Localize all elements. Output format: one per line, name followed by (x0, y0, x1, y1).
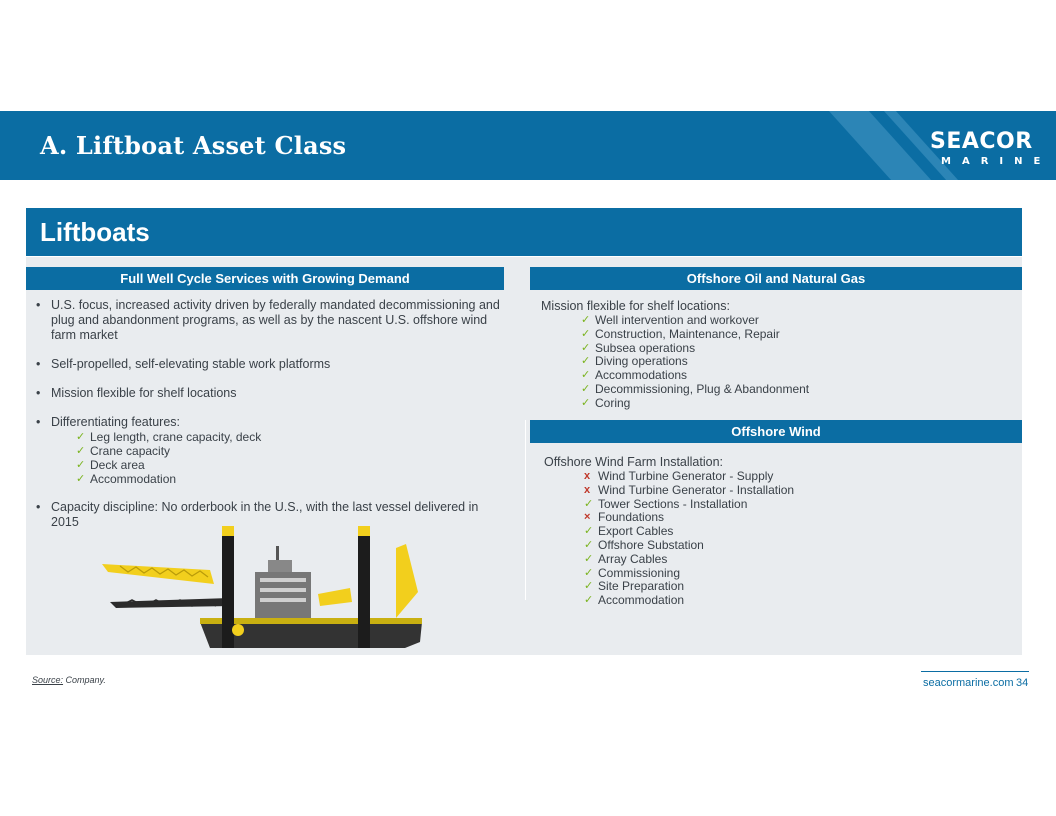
oil-gas-item (581, 355, 1011, 369)
window-row (260, 578, 306, 582)
wind-item (584, 539, 1014, 553)
left-column (36, 298, 506, 544)
feature-text: Leg length, crane capacity, deck (90, 430, 262, 444)
bullet-dot: • (36, 500, 41, 514)
feature-text: Accommodation (90, 472, 177, 486)
check-icon: ✓ (584, 497, 594, 510)
leg-fwd (358, 526, 370, 648)
footer-rule (921, 671, 1029, 672)
check-icon: ✓ (76, 431, 86, 443)
bullet-dot: • (36, 298, 41, 312)
wind-item-text: Tower Sections - Installation (598, 496, 748, 511)
x-mark-icon: x (584, 470, 591, 482)
check-icon: ✓ (581, 369, 591, 382)
logo-subtitle: MARINE (941, 156, 1052, 167)
crane-boom (102, 564, 214, 584)
crane-pedestal (232, 624, 244, 636)
left-column-header: Full Well Cycle Services with Growing Demand (26, 267, 504, 290)
oil-gas-item-text: Subsea operations (595, 340, 696, 355)
feature-item (76, 458, 506, 472)
oil-gas-item (581, 328, 1011, 342)
oil-gas-item (581, 314, 1011, 328)
wind-block (544, 455, 1014, 608)
oil-gas-item-text: Coring (595, 395, 631, 410)
wind-item-text: Wind Turbine Generator - Installation (598, 482, 795, 497)
aux-crane (318, 588, 352, 606)
check-icon: ✓ (76, 459, 86, 471)
oil-gas-item-text: Diving operations (595, 354, 688, 369)
check-icon: ✓ (584, 594, 594, 607)
feature-text: Deck area (90, 458, 145, 472)
wind-item (584, 484, 1014, 498)
bullet-dot: • (36, 415, 41, 429)
bridge (268, 560, 292, 572)
wind-header: Offshore Wind (530, 420, 1022, 443)
feature-item (76, 444, 506, 458)
wind-item (584, 498, 1014, 512)
slide-title: A. Liftboat Asset Class (40, 131, 347, 160)
bullet-item (36, 298, 506, 343)
feature-text: Crane capacity (90, 444, 171, 458)
liftboat-vessel-image (100, 522, 430, 652)
check-icon: ✓ (584, 580, 594, 593)
check-icon: ✓ (76, 445, 86, 457)
check-icon: ✓ (76, 473, 86, 485)
wind-item (584, 470, 1014, 484)
check-icon: ✓ (581, 396, 591, 409)
check-icon: ✓ (581, 355, 591, 368)
section-title: Liftboats (40, 217, 150, 247)
wind-item (584, 511, 1014, 525)
page-number: 34 (1016, 677, 1029, 689)
oil-gas-block (541, 299, 1011, 411)
title-bar (0, 111, 1056, 180)
bullet-text: Differentiating features: (51, 415, 181, 429)
oil-gas-item (581, 369, 1011, 383)
wind-item (584, 553, 1014, 567)
check-icon: ✓ (584, 525, 594, 538)
oil-gas-item-text: Accommodations (595, 368, 688, 383)
check-icon: ✓ (584, 566, 594, 579)
window-row (260, 598, 306, 602)
feature-item (76, 472, 506, 486)
bullet-dot: • (36, 386, 41, 400)
oil-gas-item-text: Decommissioning, Plug & Abandonment (595, 381, 810, 396)
bullet-text: U.S. focus, increased activity driven by federally mandated decommissioning and plug and abandonment programs, as well as by the nascent U.S. offshore wind farm market (51, 298, 500, 342)
section-bar (26, 208, 1022, 256)
bullet-item (36, 415, 506, 430)
wind-item (584, 567, 1014, 581)
wind-item-text: Wind Turbine Generator - Supply (598, 469, 774, 483)
bullet-text: Self-propelled, self-elevating stable work platforms (51, 357, 331, 371)
wind-item-text: Export Cables (598, 524, 674, 539)
window-row (260, 588, 306, 592)
wind-item (584, 580, 1014, 594)
check-icon: ✓ (581, 327, 591, 340)
source-text: Company. (63, 675, 106, 685)
leg-aft-cap (222, 526, 234, 536)
logo-wordmark: SEACOR (930, 129, 1033, 154)
oil-gas-item-text: Well intervention and workover (595, 313, 759, 327)
oil-gas-item (581, 397, 1011, 411)
wind-item-text: Foundations (598, 510, 665, 525)
footer-website-link[interactable]: seacormarine.com (923, 677, 1014, 689)
cantilever-structure (110, 598, 232, 608)
source-label: Source: (32, 675, 64, 685)
bullet-text: Mission flexible for shelf locations (51, 386, 237, 400)
check-icon: ✓ (584, 552, 594, 565)
leg-fwd-cap (358, 526, 370, 536)
bullet-dot: • (36, 357, 41, 371)
wind-item-text: Site Preparation (598, 579, 685, 594)
wind-lead: Offshore Wind Farm Installation: (544, 455, 724, 469)
wind-item (584, 525, 1014, 539)
bullet-text: Capacity discipline: No orderbook in the U.S., with the last vessel delivered in 2015 (51, 500, 479, 529)
oil-gas-lead: Mission flexible for shelf locations: (541, 299, 730, 313)
source-note (32, 675, 106, 685)
wind-item-text: Commissioning (598, 565, 681, 580)
wind-item-text: Offshore Substation (598, 537, 704, 552)
x-mark-icon: × (584, 511, 591, 524)
feature-item (76, 430, 506, 444)
oil-gas-item-text: Construction, Maintenance, Repair (595, 326, 780, 341)
bullet-item (36, 357, 506, 372)
column-divider (525, 420, 526, 600)
bow-crane (396, 544, 418, 618)
check-icon: ✓ (581, 314, 591, 326)
oil-gas-item (581, 342, 1011, 356)
check-icon: ✓ (584, 538, 594, 551)
oil-gas-header: Offshore Oil and Natural Gas (530, 267, 1022, 290)
wind-item-text: Accommodation (598, 593, 685, 608)
check-icon: ✓ (581, 382, 591, 395)
bullet-item (36, 386, 506, 401)
check-icon: ✓ (581, 341, 591, 354)
oil-gas-item (581, 383, 1011, 397)
x-mark-icon: x (584, 483, 591, 496)
wind-item (584, 594, 1014, 608)
company-logo (930, 129, 1052, 168)
wind-item-text: Array Cables (598, 551, 668, 566)
